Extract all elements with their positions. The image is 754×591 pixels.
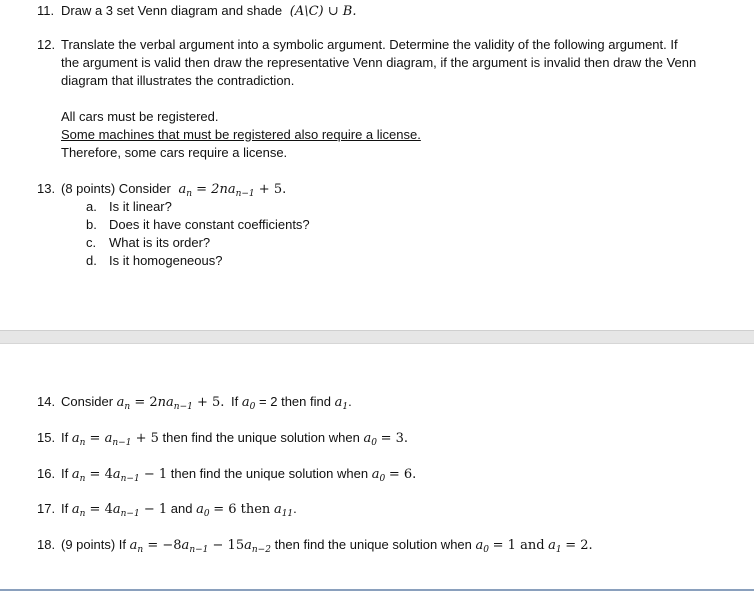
question-12-line-2: the argument is valid then draw the representative Venn diagram, if the argument is invalid then draw the Venn — [61, 55, 697, 70]
q13-part-c: c. What is its order? — [86, 235, 211, 250]
question-12-line-3: diagram that illustrates the contradiction. — [61, 73, 295, 88]
q13-part-b: b. Does it have constant coefficients? — [86, 217, 310, 232]
question-18: 18. (9 points) If $a_n = -8a_{n-1} - 15a_{n-2}$ then find the unique solution when $a_0 = 1$ and $a_1 = 2$. — [37, 537, 593, 555]
question-14: 14. Consider $a_n = 2na_{n-1} + 5$. If $a_0 = 2$ then find $a_1$. — [37, 394, 352, 412]
page-break — [0, 330, 754, 344]
question-15: 15. If $a_n = a_{n-1} + 5$ then find the unique solution when $a_0 = 3$. — [37, 430, 409, 448]
q13-part-a: a. Is it linear? — [86, 199, 172, 214]
question-16: 16. If $a_n = 4a_{n-1} - 1$ then find the unique solution when $a_0 = 6$. — [37, 466, 417, 484]
set-expression: (A\C) ∪ B. — [289, 4, 357, 19]
question-17: 17. If $a_n = 4a_{n-1} - 1$ and $a_0 = 6$ then $a_{11}$. — [37, 501, 297, 519]
premise-2: Some machines that must be registered also require a license. — [61, 127, 421, 142]
document-page-2 — [0, 344, 754, 591]
conclusion: Therefore, some cars require a license. — [61, 145, 288, 160]
q13-part-d: d. Is it homogeneous? — [86, 253, 223, 268]
question-13: 13. (8 points) Consider $a_n = 2na_{n-1} + 5$. — [37, 181, 287, 199]
question-12: 12. Translate the verbal argument into a symbolic argument. Determine the validity of the following argument. If — [37, 37, 678, 52]
question-11: 11. Draw a 3 set Venn diagram and shade (A\C) ∪ B. — [37, 3, 357, 19]
recurrence-expression: $a_n = 2na_{n-1} + 5$. — [178, 182, 287, 199]
premise-1: All cars must be registered. — [61, 109, 219, 124]
